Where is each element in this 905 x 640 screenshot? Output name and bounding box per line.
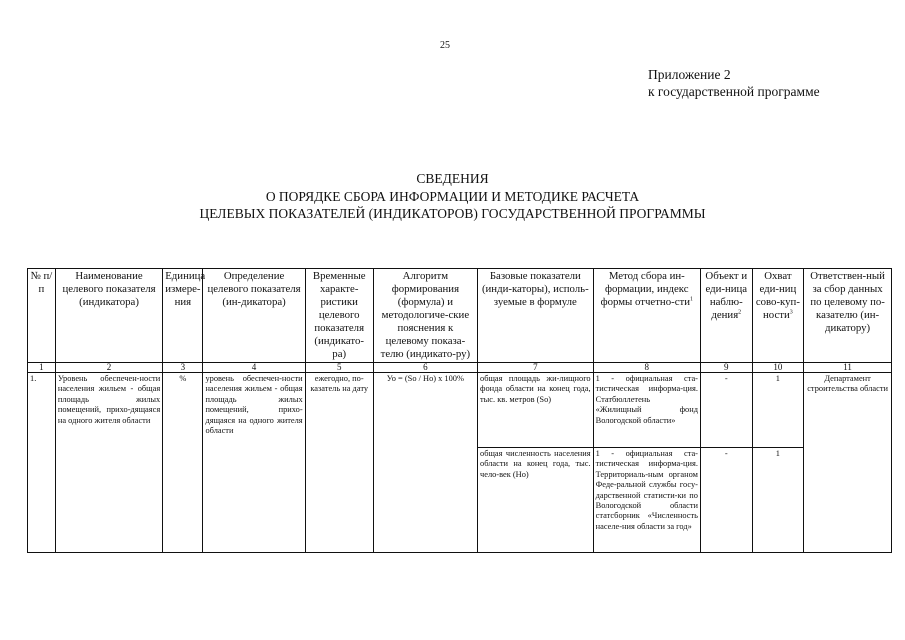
method-cell: 1 - официальная ста-тистическая информа-ция. Статбюллетень «Жилищный фонд Вологодской области» bbox=[593, 373, 700, 448]
column-number: 5 bbox=[305, 363, 373, 373]
base-indicator-cell: общая площадь жи-лищного фонда области на конец года, тыс. кв. метров (So) bbox=[478, 373, 594, 448]
column-number-row bbox=[28, 363, 892, 373]
indicator-name: Уровень обеспечен-ности населения жильем - общая площадь жилых помещений, прихо-дящаяся на одного жителя области bbox=[55, 373, 162, 553]
header-col-3: Единица измере-ния bbox=[163, 269, 203, 363]
header-row bbox=[28, 269, 892, 363]
header-col-4: Определение целевого показателя (ин-дикатора) bbox=[203, 269, 305, 363]
row-number: 1. bbox=[28, 373, 56, 553]
column-number: 8 bbox=[593, 363, 700, 373]
appendix-note bbox=[648, 66, 820, 100]
header-col-11: Ответствен-ный за сбор данных по целевому по-казателю (ин-дикатору) bbox=[804, 269, 892, 363]
definition-cell: уровень обеспечен-ности населения жильем - общая площадь жилых помещений, прихо-дящаяся на одного жителя области bbox=[203, 373, 305, 553]
column-number: 6 bbox=[373, 363, 477, 373]
column-number: 3 bbox=[163, 363, 203, 373]
unit-cell: % bbox=[163, 373, 203, 553]
observation-object-cell: - bbox=[700, 373, 752, 448]
header-col-8 bbox=[593, 269, 700, 363]
footnote-3-marker: 3 bbox=[789, 309, 793, 316]
formula-cell: Уо = (So / Ho) х 100% bbox=[373, 373, 477, 553]
column-number: 4 bbox=[203, 363, 305, 373]
appendix-line-2: к государственной программе bbox=[648, 84, 820, 99]
appendix-line-1: Приложение 2 bbox=[648, 67, 731, 82]
page-number: 25 bbox=[440, 40, 450, 51]
responsible-cell: Департамент строительства области bbox=[804, 373, 892, 553]
column-number: 1 bbox=[28, 363, 56, 373]
table-row bbox=[28, 373, 892, 448]
title-line-3: ЦЕЛЕВЫХ ПОКАЗАТЕЛЕЙ (ИНДИКАТОРОВ) ГОСУДАРСТВЕННОЙ ПРОГРАММЫ bbox=[199, 206, 706, 221]
header-col-10 bbox=[752, 269, 804, 363]
indicators-table bbox=[27, 268, 892, 553]
time-characteristics-cell: ежегодно, по-казатель на дату bbox=[305, 373, 373, 553]
column-number: 2 bbox=[55, 363, 162, 373]
header-col-9-text: Объект и еди-ница наблю-дения bbox=[705, 270, 748, 321]
base-indicator-cell: общая численность населения области на конец года, тыс. чело-век (Ho) bbox=[478, 448, 594, 553]
method-cell: 1 - официальная ста-тистическая информа-ция. Территориаль-ным органом Феде-ральной службы госу-дарственной статисти-ки по Вологодской области статсборник «Численность населе-ния области за год» bbox=[593, 448, 700, 553]
title-line-1: СВЕДЕНИЯ bbox=[416, 171, 489, 186]
column-number: 9 bbox=[700, 363, 752, 373]
header-col-6: Алгоритм формирования (формула) и методологиче-ские пояснения к целевому показа-телю (индикато-ру) bbox=[373, 269, 477, 363]
title-line-2: О ПОРЯДКЕ СБОРА ИНФОРМАЦИИ И МЕТОДИКЕ РАСЧЕТА bbox=[265, 188, 640, 204]
header-col-8-text: Метод сбора ин-формации, индекс формы отчетно-сти bbox=[600, 270, 690, 308]
header-col-5: Временные характе-ристики целевого показателя (индикато-ра) bbox=[305, 269, 373, 363]
column-number: 10 bbox=[752, 363, 804, 373]
coverage-cell: 1 bbox=[752, 373, 804, 448]
header-col-7: Базовые показатели (инди-каторы), исполь-зуемые в формуле bbox=[478, 269, 594, 363]
header-col-9 bbox=[700, 269, 752, 363]
footnote-2-marker: 2 bbox=[738, 309, 742, 316]
column-number: 7 bbox=[478, 363, 594, 373]
header-col-2: Наименование целевого показателя (индикатора) bbox=[55, 269, 162, 363]
coverage-cell: 1 bbox=[752, 448, 804, 553]
footnote-1-marker: 1 bbox=[689, 296, 693, 303]
header-col-1: № п/п bbox=[28, 269, 56, 363]
header-col-10-text: Охват еди-ниц сово-куп-ности bbox=[755, 270, 800, 321]
column-number: 11 bbox=[804, 363, 892, 373]
document-title bbox=[0, 170, 905, 223]
observation-object-cell: - bbox=[700, 448, 752, 553]
